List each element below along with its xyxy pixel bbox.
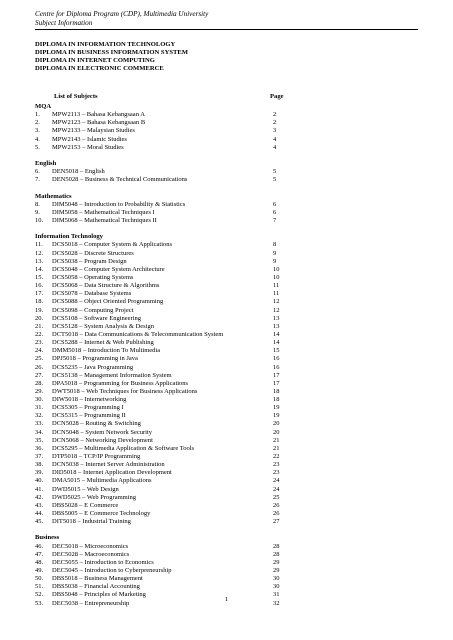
subject-row — [0, 396, 453, 404]
program-title: DIPLOMA IN INTERNET COMPUTING — [35, 57, 155, 64]
subject-row — [0, 380, 453, 388]
subject-number: 35. — [35, 436, 44, 444]
subject-page: 25 — [273, 493, 280, 501]
subject-number: 38. — [35, 461, 44, 469]
subject-page: 11 — [273, 290, 280, 298]
subject-number: 30. — [35, 396, 44, 404]
subject-title: DCS5018 – Computer System & Applications — [52, 241, 173, 249]
subject-page: 8 — [273, 241, 277, 249]
toc-header — [0, 93, 453, 101]
subject-number: 29. — [35, 387, 44, 395]
subject-title: DCS5108 – Software Engineering — [52, 314, 142, 322]
subject-page: 29 — [273, 558, 280, 566]
subject-title: DCS5295 – Multimedia Application & Software Tools — [52, 444, 195, 452]
subject-title: MPW2123 – Bahasa Kebangsaan B — [52, 119, 146, 127]
subject-row — [0, 217, 453, 225]
subject-number: 18. — [35, 298, 44, 306]
subject-row — [0, 339, 453, 347]
subject-title: DBS5028 – E Commerce — [52, 501, 119, 509]
subject-page: 26 — [273, 510, 280, 518]
subject-page: 30 — [273, 575, 280, 583]
subject-title: DBS5005 – E Commerce Technology — [52, 510, 151, 518]
section-spacer — [0, 225, 453, 233]
subject-row — [0, 144, 453, 152]
subject-title: DEN5018 – English — [52, 168, 105, 176]
subject-number: 14. — [35, 265, 44, 273]
subject-page: 14 — [273, 339, 280, 347]
subject-number: 33. — [35, 420, 44, 428]
subject-page: 12 — [273, 298, 280, 306]
program-titles — [35, 41, 188, 73]
subject-page: 10 — [273, 265, 280, 273]
subject-row — [0, 486, 453, 494]
subject-page: 2 — [273, 111, 277, 119]
subject-page: 17 — [273, 379, 280, 387]
subject-row — [0, 469, 453, 477]
subject-page: 5 — [273, 168, 277, 176]
subject-title: DEC5028 – Macroeconomics — [52, 550, 130, 558]
subject-number: 25. — [35, 355, 44, 363]
subject-title: DTP5018 – TCP/IP Programming — [52, 453, 141, 461]
subject-page: 7 — [273, 216, 277, 224]
toc-header-subjects: List of Subjects — [54, 93, 98, 100]
subject-title: MPW2133 – Malaysian Studies — [52, 127, 135, 135]
subject-title: DEC5045 – Introduction to Cyberpreneurship — [52, 567, 172, 575]
subject-number: 50. — [35, 575, 44, 583]
subject-number: 39. — [35, 469, 44, 477]
subject-row — [0, 412, 453, 420]
subject-row — [0, 420, 453, 428]
subject-row — [0, 241, 453, 249]
subject-page: 22 — [273, 453, 280, 461]
subject-row — [0, 258, 453, 266]
subject-page: 31 — [273, 591, 280, 599]
subject-page: 18 — [273, 396, 280, 404]
subject-row — [0, 404, 453, 412]
section-heading: Business — [35, 534, 60, 542]
subject-number: 28. — [35, 379, 44, 387]
subject-page: 13 — [273, 322, 280, 330]
subject-row — [0, 290, 453, 298]
subject-title: DCS5038 – Program Design — [52, 257, 127, 265]
section-heading: English — [35, 159, 57, 167]
subject-row — [0, 127, 453, 135]
subject-page: 4 — [273, 143, 277, 151]
subject-title: DBS5038 – Financial Accounting — [52, 583, 140, 591]
subject-title: DMM5018 – Introduction To Multimedia — [52, 347, 161, 355]
subject-row — [0, 567, 453, 575]
subject-title: MPW2153 – Moral Studies — [52, 143, 124, 151]
subject-row — [0, 209, 453, 217]
subject-page: 14 — [273, 330, 280, 338]
subject-number: 53. — [35, 599, 44, 607]
subject-row — [0, 315, 453, 323]
subject-title: DCS5058 – Operating Systems — [52, 273, 134, 281]
subject-title: DCS5078 – Database Systems — [52, 290, 132, 298]
section-spacer — [0, 152, 453, 160]
subject-page: 3 — [273, 127, 277, 135]
subject-number: 34. — [35, 428, 44, 436]
subject-number: 22. — [35, 330, 44, 338]
header-divider — [35, 29, 418, 30]
subject-number: 48. — [35, 558, 44, 566]
subject-row — [0, 543, 453, 551]
subject-title: DEC5038 – Entrepreneurship — [52, 599, 130, 607]
subject-row — [0, 176, 453, 184]
subject-number: 10. — [35, 216, 44, 224]
subject-title: DMA5015 – Multimedia Applications — [52, 477, 152, 485]
subject-row — [0, 388, 453, 396]
subject-row — [0, 347, 453, 355]
subject-title: DIM5048 – Introduction to Probability & Statistics — [52, 200, 186, 208]
subject-title: DCS5288 – Internet & Web Publishing — [52, 339, 154, 347]
subject-page: 11 — [273, 282, 280, 290]
subject-page: 24 — [273, 477, 280, 485]
subject-page: 10 — [273, 273, 280, 281]
subject-number: 19. — [35, 306, 44, 314]
subject-row — [0, 323, 453, 331]
subject-row — [0, 518, 453, 526]
subject-title: DCT5018 – Data Communications & Telecommunication System — [52, 330, 224, 338]
subject-title: DCS5235 – Java Programming — [52, 363, 134, 371]
subject-row — [0, 429, 453, 437]
subject-row — [0, 364, 453, 372]
subject-number: 7. — [35, 176, 40, 184]
subject-row — [0, 461, 453, 469]
subject-title: DCS5315 – Programming II — [52, 412, 126, 420]
subject-page: 30 — [273, 583, 280, 591]
subject-title: DCN5038 – Internet Server Administration — [52, 461, 165, 469]
subject-number: 47. — [35, 550, 44, 558]
subject-number: 31. — [35, 404, 44, 412]
program-title: DIPLOMA IN INFORMATION TECHNOLOGY — [35, 41, 176, 48]
subject-title: DCS5028 – Discrete Structures — [52, 249, 134, 257]
subject-number: 42. — [35, 493, 44, 501]
subject-title: DEC5055 – Introduction to Economics — [52, 558, 154, 566]
subject-page: 27 — [273, 518, 280, 526]
subject-title: DBS5048 – Principles of Marketing — [52, 591, 146, 599]
subject-number: 11. — [35, 241, 43, 249]
subject-row — [0, 494, 453, 502]
subject-title: DCN5048 – System Network Security — [52, 428, 153, 436]
subject-page: 23 — [273, 469, 280, 477]
subject-page: 9 — [273, 257, 277, 265]
subject-number: 23. — [35, 339, 44, 347]
subject-number: 16. — [35, 282, 44, 290]
subject-page: 12 — [273, 306, 280, 314]
subject-number: 52. — [35, 591, 44, 599]
section-heading: MQA — [35, 103, 52, 110]
subject-row — [0, 502, 453, 510]
subject-page: 28 — [273, 542, 280, 550]
subject-page: 32 — [273, 599, 280, 607]
header-institution: Centre for Diploma Program (CDP), Multimedia University — [35, 10, 209, 18]
subject-number: 1. — [35, 111, 40, 119]
subject-number: 27. — [35, 371, 44, 379]
subject-page: 18 — [273, 387, 280, 395]
subject-title: DEC5018 – Microeconomics — [52, 542, 129, 550]
subject-page: 20 — [273, 420, 280, 428]
subject-number: 5. — [35, 143, 40, 151]
subject-row — [0, 111, 453, 119]
subject-page: 17 — [273, 371, 280, 379]
subject-title: DCS5098 – Computing Project — [52, 306, 134, 314]
subject-number: 12. — [35, 249, 44, 257]
subject-number: 6. — [35, 168, 40, 176]
subject-title: DIM5058 – Mathematical Techniques I — [52, 208, 155, 216]
subject-row — [0, 510, 453, 518]
subject-page: 29 — [273, 567, 280, 575]
subject-page: 16 — [273, 363, 280, 371]
subject-number: 20. — [35, 314, 44, 322]
section-spacer — [0, 184, 453, 192]
subject-page: 24 — [273, 485, 280, 493]
running-header — [35, 10, 208, 28]
subject-page: 9 — [273, 249, 277, 257]
subject-row — [0, 274, 453, 282]
subject-number: 15. — [35, 273, 44, 281]
subject-title: DWD5025 – Web Programming — [52, 493, 137, 501]
subject-page: 28 — [273, 550, 280, 558]
subject-row — [0, 445, 453, 453]
subject-page: 2 — [273, 119, 277, 127]
subject-title: DEN5028 – Business & Technical Communications — [52, 176, 188, 184]
subject-row — [0, 201, 453, 209]
subject-page: 16 — [273, 355, 280, 363]
subject-title: DCS5128 – System Analysis & Design — [52, 322, 155, 330]
subject-page: 5 — [273, 176, 277, 184]
subject-page: 19 — [273, 404, 280, 412]
subject-title: DCN5068 – Networking Development — [52, 436, 153, 444]
page-number: 1 — [224, 596, 229, 603]
subject-number: 41. — [35, 485, 44, 493]
subject-number: 40. — [35, 477, 44, 485]
section-heading: Mathematics — [35, 192, 72, 200]
subject-page: 21 — [273, 444, 280, 452]
subject-row — [0, 551, 453, 559]
subject-title: DID5018 – Internet Application Development — [52, 469, 172, 477]
subject-row — [0, 477, 453, 485]
subject-row — [0, 168, 453, 176]
subject-title: MPW2113 – Bahasa Kebangsaan A — [52, 111, 145, 119]
subject-row — [0, 437, 453, 445]
subject-row — [0, 372, 453, 380]
subject-row — [0, 298, 453, 306]
subject-number: 3. — [35, 127, 40, 135]
subject-title: DWT5018 – Web Techniques for Business Applications — [52, 387, 198, 395]
subject-row — [0, 331, 453, 339]
subject-row — [0, 355, 453, 363]
subject-title: DIW5018 – Internetworking — [52, 396, 127, 404]
subject-page: 6 — [273, 200, 277, 208]
section-heading: Information Technology — [35, 233, 103, 241]
header-subtitle: Subject Information — [35, 19, 93, 27]
subject-title: DPA5018 – Programming for Business Applications — [52, 379, 189, 387]
subject-number: 43. — [35, 501, 44, 509]
subject-row — [0, 136, 453, 144]
program-title: DIPLOMA IN BUSINESS INFORMATION SYSTEM — [35, 49, 189, 56]
subject-page: 13 — [273, 314, 280, 322]
subject-title: DIM5068 – Mathematical Techniques II — [52, 216, 157, 224]
subject-page: 19 — [273, 412, 280, 420]
subject-row — [0, 583, 453, 591]
subject-number: 17. — [35, 290, 44, 298]
subject-title: DCN5028 – Routing & Switching — [52, 420, 141, 428]
subject-number: 32. — [35, 412, 44, 420]
subject-number: 21. — [35, 322, 44, 330]
subject-row — [0, 282, 453, 290]
subject-number: 44. — [35, 510, 44, 518]
subject-list — [0, 103, 453, 608]
subject-page: 21 — [273, 436, 280, 444]
subject-number: 24. — [35, 347, 44, 355]
subject-page: 26 — [273, 501, 280, 509]
program-title: DIPLOMA IN ELECTRONIC COMMERCE — [35, 65, 164, 72]
subject-title: DWD5015 – Web Design — [52, 485, 119, 493]
subject-title: DCS5138 – Management Information System — [52, 371, 172, 379]
subject-title: DCS5048 – Computer System Architecture — [52, 265, 165, 273]
subject-row — [0, 119, 453, 127]
subject-number: 46. — [35, 542, 44, 550]
subject-page: 6 — [273, 208, 277, 216]
subject-page: 23 — [273, 461, 280, 469]
subject-number: 36. — [35, 444, 44, 452]
subject-number: 45. — [35, 518, 44, 526]
subject-title: DPJ5018 – Programming in Java — [52, 355, 138, 363]
subject-row — [0, 559, 453, 567]
subject-number: 37. — [35, 453, 44, 461]
subject-title: DCS5068 – Data Structure & Algorithms — [52, 282, 160, 290]
subject-row — [0, 575, 453, 583]
subject-page: 4 — [273, 135, 277, 143]
subject-title: DCS5305 – Programming I — [52, 404, 124, 412]
subject-row — [0, 250, 453, 258]
subject-number: 8. — [35, 200, 40, 208]
section-spacer — [0, 526, 453, 534]
subject-title: MPW2143 – Islamic Studies — [52, 135, 127, 143]
subject-number: 9. — [35, 208, 40, 216]
subject-page: 20 — [273, 428, 280, 436]
subject-page: 15 — [273, 347, 280, 355]
subject-number: 13. — [35, 257, 44, 265]
subject-number: 2. — [35, 119, 40, 127]
subject-title: DIT5018 – Industrial Training — [52, 518, 131, 526]
subject-number: 49. — [35, 567, 44, 575]
subject-number: 26. — [35, 363, 44, 371]
subject-number: 4. — [35, 135, 40, 143]
subject-number: 51. — [35, 583, 44, 591]
subject-title: DBS5018 – Business Management — [52, 575, 143, 583]
subject-row — [0, 307, 453, 315]
toc-header-page: Page — [270, 93, 284, 100]
subject-row — [0, 453, 453, 461]
subject-row — [0, 266, 453, 274]
subject-title: DCS5088 – Object Oriented Programming — [52, 298, 164, 306]
